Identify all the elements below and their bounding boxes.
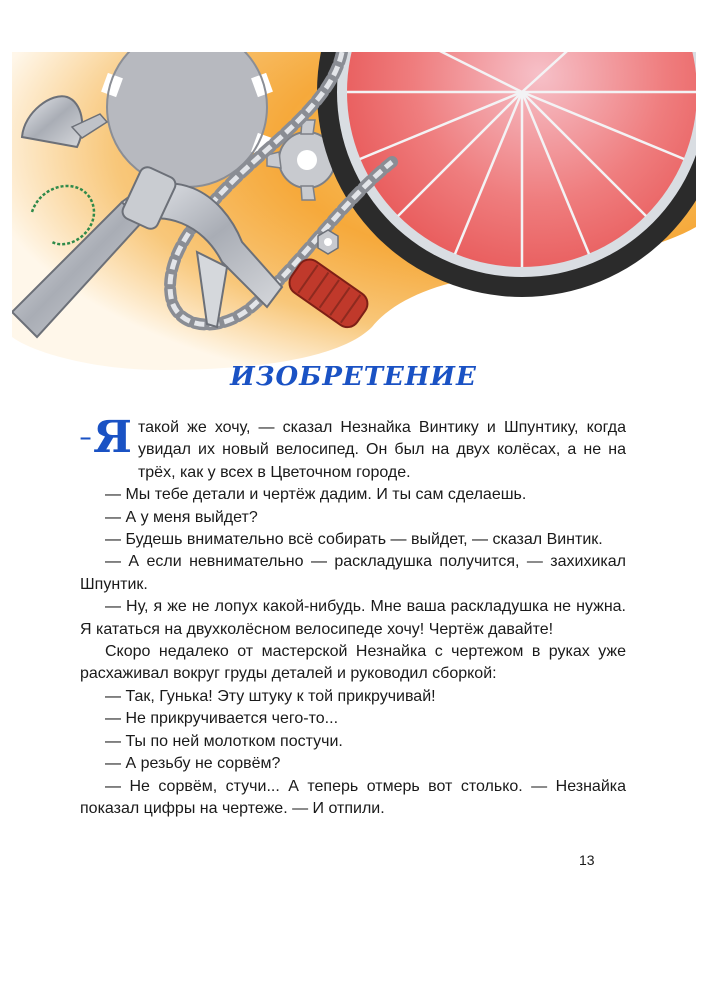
paragraph: — А если невнимательно — раскладушка получится, — захихикал Шпунтик. — [80, 553, 626, 593]
paragraph: — Не прикручивается чего-то... — [105, 710, 339, 728]
paragraph: — Будешь внимательно всё собирать — выйдет, — сказал Винтик. — [105, 531, 603, 549]
drop-cap-dash: – — [80, 427, 92, 449]
paragraph: — Мы тебе детали и чертёж дадим. И ты сам сделаешь. — [105, 486, 527, 504]
paragraph: — Ты по ней молотком постучи. — [105, 732, 343, 750]
bicycle-parts-illustration — [12, 52, 696, 370]
chapter-title: ИЗОБРЕТЕНИЕ — [230, 362, 477, 392]
drop-cap — [80, 412, 132, 463]
paragraph: — Так, Гунька! Эту штуку к той прикручивай! — [105, 687, 436, 705]
paragraph: — А резьбу не сорвём? — [105, 755, 281, 773]
paragraph-text: такой же хочу, — сказал Незнайка Винтику и Шпунтику, когда увидал их новый велосипед. Он был на двух колёсах, а не на трёх, как у всех в Цветочном городе. — [137, 419, 626, 481]
paragraph: Скоро недалеко от мастерской Незнайка с чертежом в руках уже расхаживал вокруг груды деталей и руководил сборкой: — [80, 643, 626, 683]
paragraph — [80, 412, 626, 484]
paragraph: — А у меня выйдет? — [105, 508, 258, 526]
paragraph: — Не сорвём, стучи... А теперь отмерь вот столько. — Незнайка показал цифры на чертеже. — И отпили. — [80, 777, 626, 817]
paragraph: — Ну, я же не лопух какой-нибудь. Мне ваша раскладушка не нужна. Я кататься на двухколёсном велосипеде хочу! Чертёж давайте! — [80, 598, 626, 638]
drop-cap-letter: Я — [93, 412, 132, 463]
hex-nut-icon — [318, 230, 338, 254]
page-number: 13 — [579, 852, 595, 868]
story-text — [80, 412, 626, 820]
